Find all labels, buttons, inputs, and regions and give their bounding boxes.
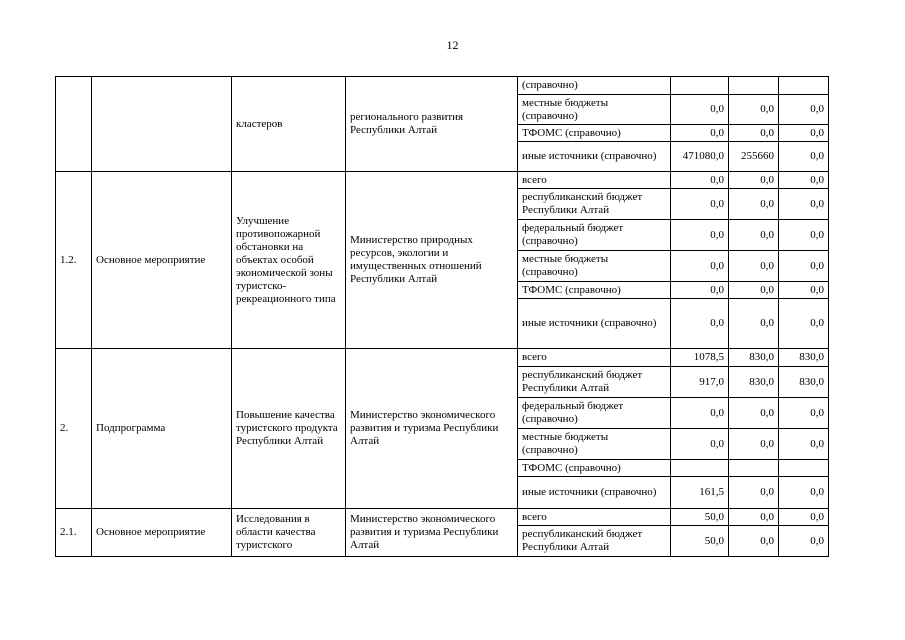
amount-cell-year-3: 0,0 bbox=[779, 95, 829, 125]
amount-cell-year-2: 0,0 bbox=[729, 526, 779, 557]
item-type-cell: Основное мероприятие bbox=[92, 509, 232, 557]
amount-cell-year-1: 0,0 bbox=[671, 299, 729, 349]
funding-source-cell: (справочно) bbox=[518, 77, 671, 95]
item-name-cell: кластеров bbox=[232, 77, 346, 172]
amount-cell-year-2: 0,0 bbox=[729, 172, 779, 189]
item-number-cell: 2.1. bbox=[56, 509, 92, 557]
amount-cell-year-2 bbox=[729, 77, 779, 95]
funding-source-cell: местные бюджеты (справочно) bbox=[518, 429, 671, 460]
amount-cell-year-2: 0,0 bbox=[729, 95, 779, 125]
amount-cell-year-2: 0,0 bbox=[729, 477, 779, 509]
amount-cell-year-2 bbox=[729, 460, 779, 477]
table-row bbox=[56, 172, 829, 189]
amount-cell-year-1: 50,0 bbox=[671, 526, 729, 557]
amount-cell-year-3: 0,0 bbox=[779, 251, 829, 282]
amount-cell-year-1: 471080,0 bbox=[671, 142, 729, 172]
funding-source-cell: ТФОМС (справочно) bbox=[518, 125, 671, 142]
amount-cell-year-1 bbox=[671, 460, 729, 477]
funding-source-cell: республиканский бюджет Республики Алтай bbox=[518, 367, 671, 398]
item-type-cell bbox=[92, 77, 232, 172]
amount-cell-year-3: 0,0 bbox=[779, 189, 829, 220]
table-row bbox=[56, 349, 829, 367]
item-number-cell bbox=[56, 77, 92, 172]
funding-source-cell: ТФОМС (справочно) bbox=[518, 460, 671, 477]
amount-cell-year-2: 830,0 bbox=[729, 367, 779, 398]
funding-source-cell: федеральный бюджет (справочно) bbox=[518, 398, 671, 429]
funding-source-cell: всего bbox=[518, 172, 671, 189]
funding-source-cell: местные бюджеты (справочно) bbox=[518, 251, 671, 282]
amount-cell-year-3: 0,0 bbox=[779, 509, 829, 526]
amount-cell-year-1 bbox=[671, 77, 729, 95]
amount-cell-year-2: 0,0 bbox=[729, 125, 779, 142]
amount-cell-year-2: 0,0 bbox=[729, 299, 779, 349]
amount-cell-year-3: 0,0 bbox=[779, 282, 829, 299]
funding-source-cell: ТФОМС (справочно) bbox=[518, 282, 671, 299]
amount-cell-year-3: 830,0 bbox=[779, 349, 829, 367]
funding-source-cell: республиканский бюджет Республики Алтай bbox=[518, 189, 671, 220]
amount-cell-year-1: 0,0 bbox=[671, 251, 729, 282]
amount-cell-year-2: 0,0 bbox=[729, 282, 779, 299]
funding-source-cell: федеральный бюджет (справочно) bbox=[518, 220, 671, 251]
funding-source-cell: всего bbox=[518, 509, 671, 526]
amount-cell-year-3: 0,0 bbox=[779, 526, 829, 557]
responsible-cell: регионального развития Республики Алтай bbox=[346, 77, 518, 172]
amount-cell-year-3: 0,0 bbox=[779, 220, 829, 251]
table-row bbox=[56, 509, 829, 526]
amount-cell-year-1: 0,0 bbox=[671, 220, 729, 251]
amount-cell-year-1: 0,0 bbox=[671, 429, 729, 460]
amount-cell-year-1: 0,0 bbox=[671, 125, 729, 142]
amount-cell-year-3: 0,0 bbox=[779, 299, 829, 349]
funding-source-cell: республиканский бюджет Республики Алтай bbox=[518, 526, 671, 557]
amount-cell-year-1: 0,0 bbox=[671, 172, 729, 189]
amount-cell-year-1: 0,0 bbox=[671, 189, 729, 220]
amount-cell-year-1: 0,0 bbox=[671, 95, 729, 125]
funding-source-cell: иные источники (справочно) bbox=[518, 142, 671, 172]
item-number-cell: 1.2. bbox=[56, 172, 92, 349]
amount-cell-year-2: 0,0 bbox=[729, 429, 779, 460]
table-body bbox=[56, 77, 829, 557]
funding-source-cell: иные источники (справочно) bbox=[518, 299, 671, 349]
amount-cell-year-3 bbox=[779, 77, 829, 95]
amount-cell-year-2: 255660 bbox=[729, 142, 779, 172]
item-number-cell: 2. bbox=[56, 349, 92, 509]
amount-cell-year-2: 0,0 bbox=[729, 398, 779, 429]
amount-cell-year-1: 50,0 bbox=[671, 509, 729, 526]
amount-cell-year-2: 830,0 bbox=[729, 349, 779, 367]
table-row bbox=[56, 77, 829, 95]
budget-table bbox=[55, 76, 829, 557]
item-name-cell: Повышение качества туристского продукта Республики Алтай bbox=[232, 349, 346, 509]
amount-cell-year-1: 1078,5 bbox=[671, 349, 729, 367]
amount-cell-year-3: 0,0 bbox=[779, 398, 829, 429]
funding-source-cell: местные бюджеты (справочно) bbox=[518, 95, 671, 125]
amount-cell-year-3: 0,0 bbox=[779, 172, 829, 189]
amount-cell-year-1: 917,0 bbox=[671, 367, 729, 398]
amount-cell-year-2: 0,0 bbox=[729, 189, 779, 220]
item-name-cell: Улучшение противопожарной обстановки на объектах особой экономической зоны туристско-рекреационного типа bbox=[232, 172, 346, 349]
amount-cell-year-2: 0,0 bbox=[729, 251, 779, 282]
item-type-cell: Подпрограмма bbox=[92, 349, 232, 509]
amount-cell-year-3 bbox=[779, 460, 829, 477]
amount-cell-year-3: 0,0 bbox=[779, 429, 829, 460]
page-number: 12 bbox=[446, 38, 459, 52]
amount-cell-year-3: 830,0 bbox=[779, 367, 829, 398]
item-type-cell: Основное мероприятие bbox=[92, 172, 232, 349]
amount-cell-year-3: 0,0 bbox=[779, 125, 829, 142]
amount-cell-year-1: 161,5 bbox=[671, 477, 729, 509]
responsible-cell: Министерство природных ресурсов, экологии и имущественных отношений Республики Алтай bbox=[346, 172, 518, 349]
funding-source-cell: всего bbox=[518, 349, 671, 367]
amount-cell-year-2: 0,0 bbox=[729, 509, 779, 526]
amount-cell-year-3: 0,0 bbox=[779, 142, 829, 172]
amount-cell-year-1: 0,0 bbox=[671, 282, 729, 299]
amount-cell-year-2: 0,0 bbox=[729, 220, 779, 251]
responsible-cell: Министерство экономического развития и туризма Республики Алтай bbox=[346, 349, 518, 509]
responsible-cell: Министерство экономического развития и туризма Республики Алтай bbox=[346, 509, 518, 557]
item-name-cell: Исследования в области качества туристского bbox=[232, 509, 346, 557]
funding-source-cell: иные источники (справочно) bbox=[518, 477, 671, 509]
amount-cell-year-1: 0,0 bbox=[671, 398, 729, 429]
amount-cell-year-3: 0,0 bbox=[779, 477, 829, 509]
